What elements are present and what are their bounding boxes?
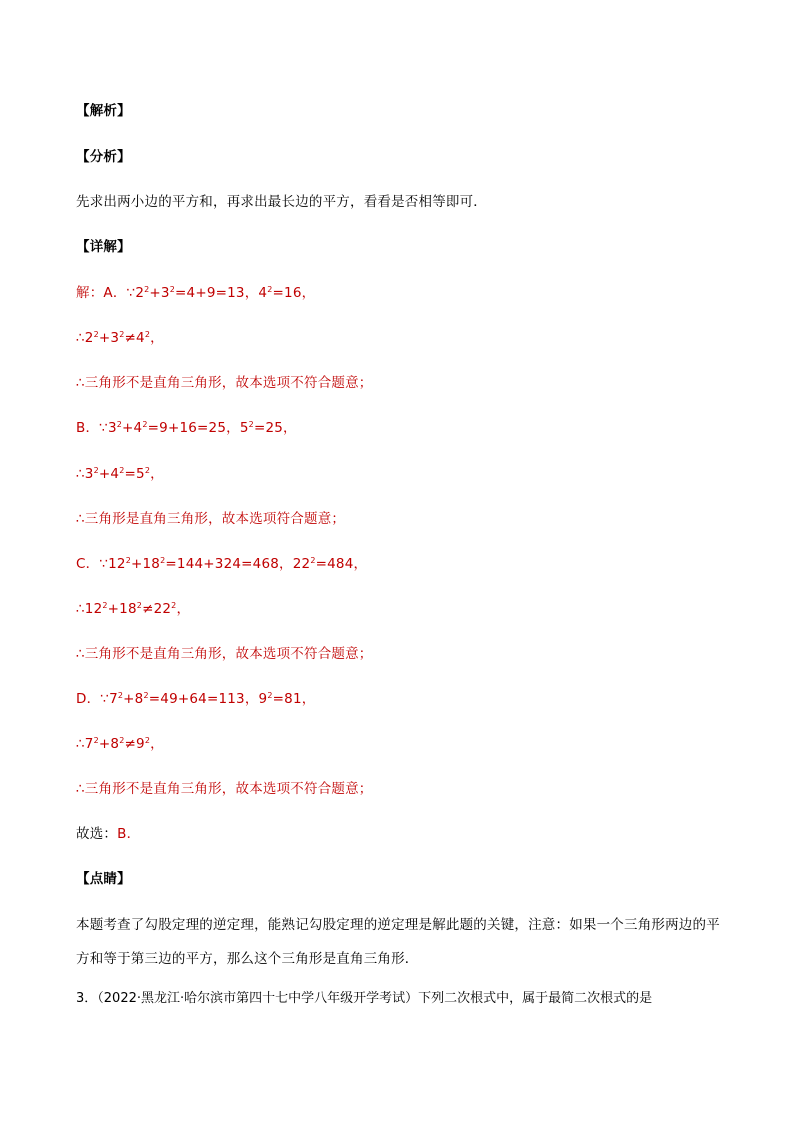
formula-part: =484， — [315, 556, 368, 572]
formula-part: +8 — [98, 736, 120, 752]
formula-part: ∴2 — [76, 330, 94, 346]
formula-part: ≠4 — [124, 330, 145, 346]
exponent: 2 — [171, 601, 177, 610]
heading-dianjing: 【点睛】 — [76, 871, 131, 887]
formula-part: 2 — [135, 285, 145, 301]
exponent: 2 — [160, 556, 166, 565]
exponent: 2 — [116, 420, 123, 429]
solution-d-line2 — [76, 735, 164, 755]
heading-jiexi: 【解析】 — [76, 103, 131, 119]
formula-part: +3 — [149, 285, 170, 301]
solution-a-line1 — [76, 284, 315, 304]
formula-part: =16， — [272, 285, 316, 301]
exponent: 2 — [144, 330, 151, 339]
solution-c-line1 — [76, 555, 367, 575]
formula-part: =144+324=468，22 — [165, 556, 311, 572]
heading-fenxi: 【分析】 — [76, 149, 131, 165]
exponent: 2 — [144, 285, 150, 294]
solution-b-line2 — [76, 465, 164, 485]
formula-part: =5 — [124, 466, 145, 482]
exponent: 2 — [119, 466, 125, 475]
comment-text: 本题考查了勾股定理的逆定理，能熟记勾股定理的逆定理是解此题的关键，注意：如果一个三角形两边的平方和等于第三边的平方，那么这个三角形是直角三角形． — [76, 917, 720, 967]
formula-part: =9+16=25，5 — [147, 420, 249, 436]
solution-b-conclusion: ∴三角形是直角三角形，故本选项符合题意； — [76, 511, 346, 527]
exponent: 2 — [144, 736, 151, 745]
formula-part: ≠9 — [124, 736, 145, 752]
formula-part: ， — [150, 736, 164, 752]
exponent: 2 — [267, 691, 273, 700]
solution-b-line1 — [76, 419, 297, 439]
formula-part: =81， — [272, 691, 316, 707]
formula-part: ， — [150, 466, 164, 482]
exponent: 2 — [93, 466, 99, 475]
formula-part: +8 — [123, 691, 144, 707]
exponent: 2 — [248, 420, 254, 429]
formula-part: C．∵12 — [76, 556, 126, 572]
analysis-text: 先求出两小边的平方和，再求出最长边的平方，看看是否相等即可． — [76, 194, 487, 210]
formula-part: ∴12 — [76, 601, 103, 617]
exponent: 2 — [169, 285, 176, 294]
formula-part: +18 — [107, 601, 137, 617]
answer-line — [76, 825, 140, 843]
solution-d-conclusion: ∴三角形不是直角三角形，故本选项不符合题意； — [76, 781, 373, 797]
formula-part: +4 — [98, 466, 120, 482]
exponent: 2 — [136, 601, 143, 610]
formula-part: ∴7 — [76, 736, 94, 752]
formula-part: =25， — [253, 420, 297, 436]
formula-part: ∴3 — [76, 466, 94, 482]
answer-prefix: 故选： — [76, 826, 118, 842]
heading-xiangjie: 【详解】 — [76, 239, 131, 255]
solution-a-prefix: 解：A．∵ — [76, 285, 136, 301]
formula-part: ， — [176, 601, 191, 617]
exponent: 2 — [267, 285, 273, 294]
answer-value: B． — [117, 826, 141, 842]
formula-part: ≠22 — [142, 601, 172, 617]
exponent: 2 — [93, 330, 99, 339]
next-question: 3．（2022·黑龙江·哈尔滨市第四十七中学八年级开学考试）下列二次根式中，属于最简二次根式的是 — [76, 991, 653, 1006]
formula-part: B．∵3 — [76, 420, 117, 436]
solution-d-line1 — [76, 690, 315, 710]
solution-c-line2 — [76, 600, 190, 620]
formula-part: +18 — [131, 556, 161, 572]
solution-c-conclusion: ∴三角形不是直角三角形，故本选项不符合题意； — [76, 646, 373, 662]
exponent: 2 — [117, 691, 124, 700]
exponent: 2 — [310, 556, 316, 565]
solution-a-conclusion: ∴三角形不是直角三角形，故本选项不符合题意； — [76, 375, 373, 391]
exponent: 2 — [119, 736, 125, 745]
exponent: 2 — [119, 330, 125, 339]
exponent: 2 — [125, 556, 131, 565]
exponent: 2 — [93, 736, 99, 745]
formula-part: =4+9=13，4 — [175, 285, 268, 301]
formula-part: +4 — [122, 420, 143, 436]
exponent: 2 — [142, 420, 148, 429]
solution-a-line2 — [76, 329, 164, 349]
exponent: 2 — [143, 691, 149, 700]
formula-part: +3 — [98, 330, 120, 346]
formula-part: D．∵7 — [76, 691, 118, 707]
formula-part: ， — [150, 330, 164, 346]
exponent: 2 — [102, 601, 108, 610]
formula-part: =49+64=113，9 — [148, 691, 268, 707]
exponent: 2 — [144, 466, 151, 475]
